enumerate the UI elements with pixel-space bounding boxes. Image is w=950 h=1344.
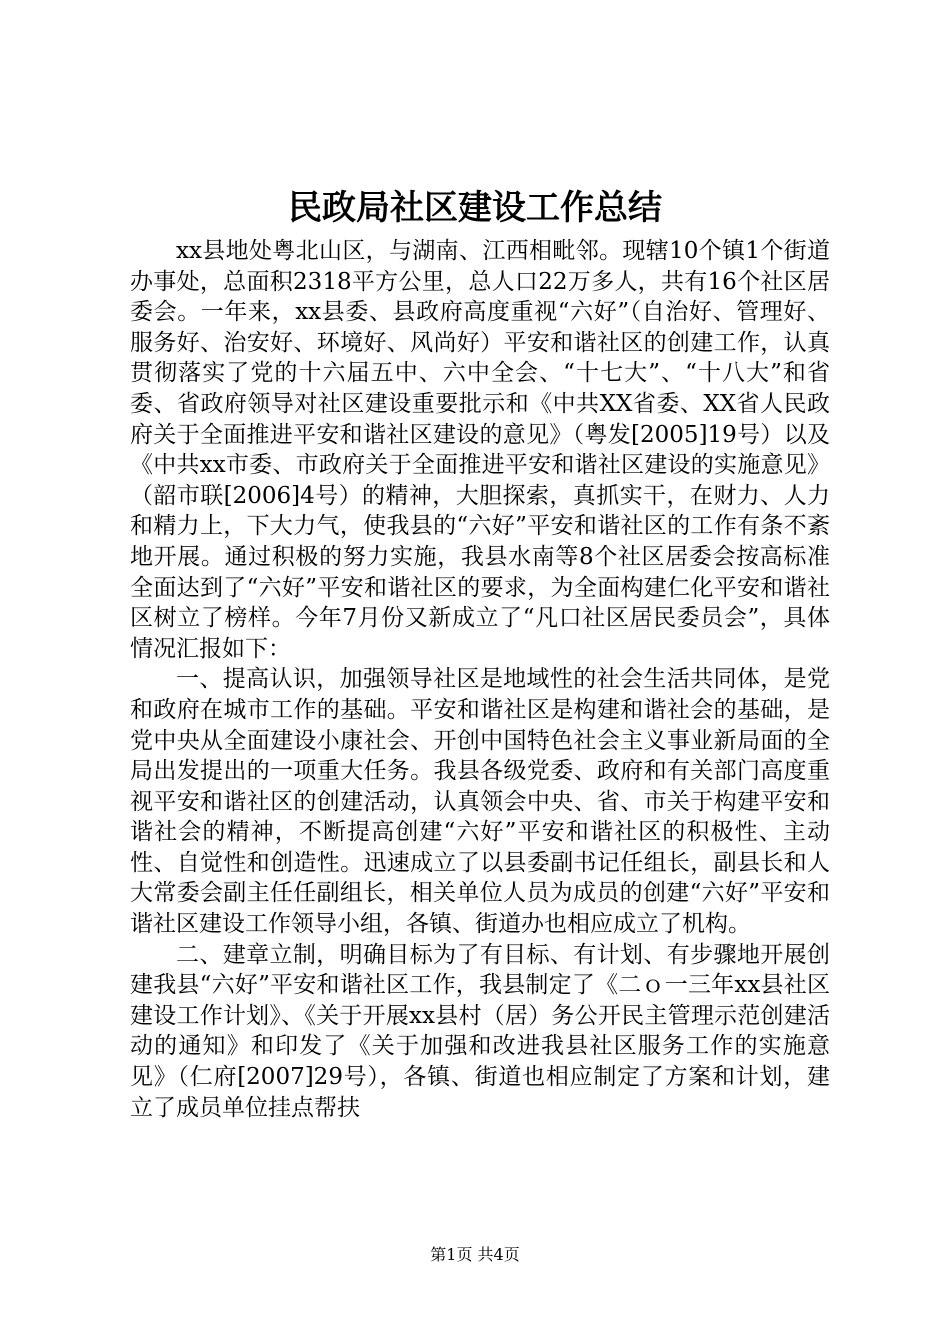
document-body — [130, 236, 830, 1123]
document-title: 民政局社区建设工作总结 — [288, 188, 662, 228]
paragraph-section-one: 一、提高认识，加强领导社区是地域性的社会生活共同体，是党和政府在城市工作的基础。平安和谐社区是构建和谐社会的基础，是党中央从全面建设小康社会、开创中国特色社会主义事业新局面的全局出发提出的一项重大任务。我县各级党委、政府和有关部门高度重视平安和谐社区的创建活动，认真领会中央、省、市关于构建平安和谐社会的精神，不断提高创建“六好”平安和谐社区的积极性、主动性、自觉性和创造性。迅速成立了以县委副书记任组长，副县长和人大常委会副主任任副组长，相关单位人员为成员的创建“六好”平安和谐社区建设工作领导小组，各镇、街道办也相应成立了机构。 — [130, 666, 830, 938]
page-footer: 第1页 共4页 — [430, 1245, 520, 1264]
paragraph-section-two: 二、建章立制，明确目标为了有目标、有计划、有步骤地开展创建我县“六好”平安和谐社区工作，我县制定了《二ｏ一三年xx县社区建设工作计划》、《关于开展xx县村（居）务公开民主管理示范创建活动的通知》和印发了《关于加强和改进我县社区服务工作的实施意见》（仁府[2007]29号），各镇、街道也相应制定了方案和计划，建立了成员单位挂点帮扶 — [130, 941, 830, 1121]
paragraph-intro: xx县地处粤北山区，与湖南、江西相毗邻。现辖10个镇1个街道办事处，总面积2318平方公里，总人口22万多人，共有16个社区居委会。一年来，xx县委、县政府高度重视“六好”（自治好、管理好、服务好、治安好、环境好、风尚好）平安和谐社区的创建工作，认真贯彻落实了党的十六届五中、六中全会、“十七大”、“十八大”和省委、省政府领导对社区建设重要批示和《中共XX省委、XX省人民政府关于全面推进平安和谐社区建设的意见》（粤发[2005]19号）以及《中共xx市委、市政府关于全面推进平安和谐社区建设的实施意见》（韶市联[2006]4号）的精神，大胆探索，真抓实干，在财力、人力和精力上，下大力气，使我县的“六好”平安和谐社区的工作有条不紊地开展。通过积极的努力实施，我县水南等8个社区居委会按高标准全面达到了“六好”平安和谐社区的要求，为全面构建仁化平安和谐社区树立了榜样。今年7月份又新成立了“凡口社区居民委员会”，具体情况汇报如下： — [130, 238, 830, 662]
